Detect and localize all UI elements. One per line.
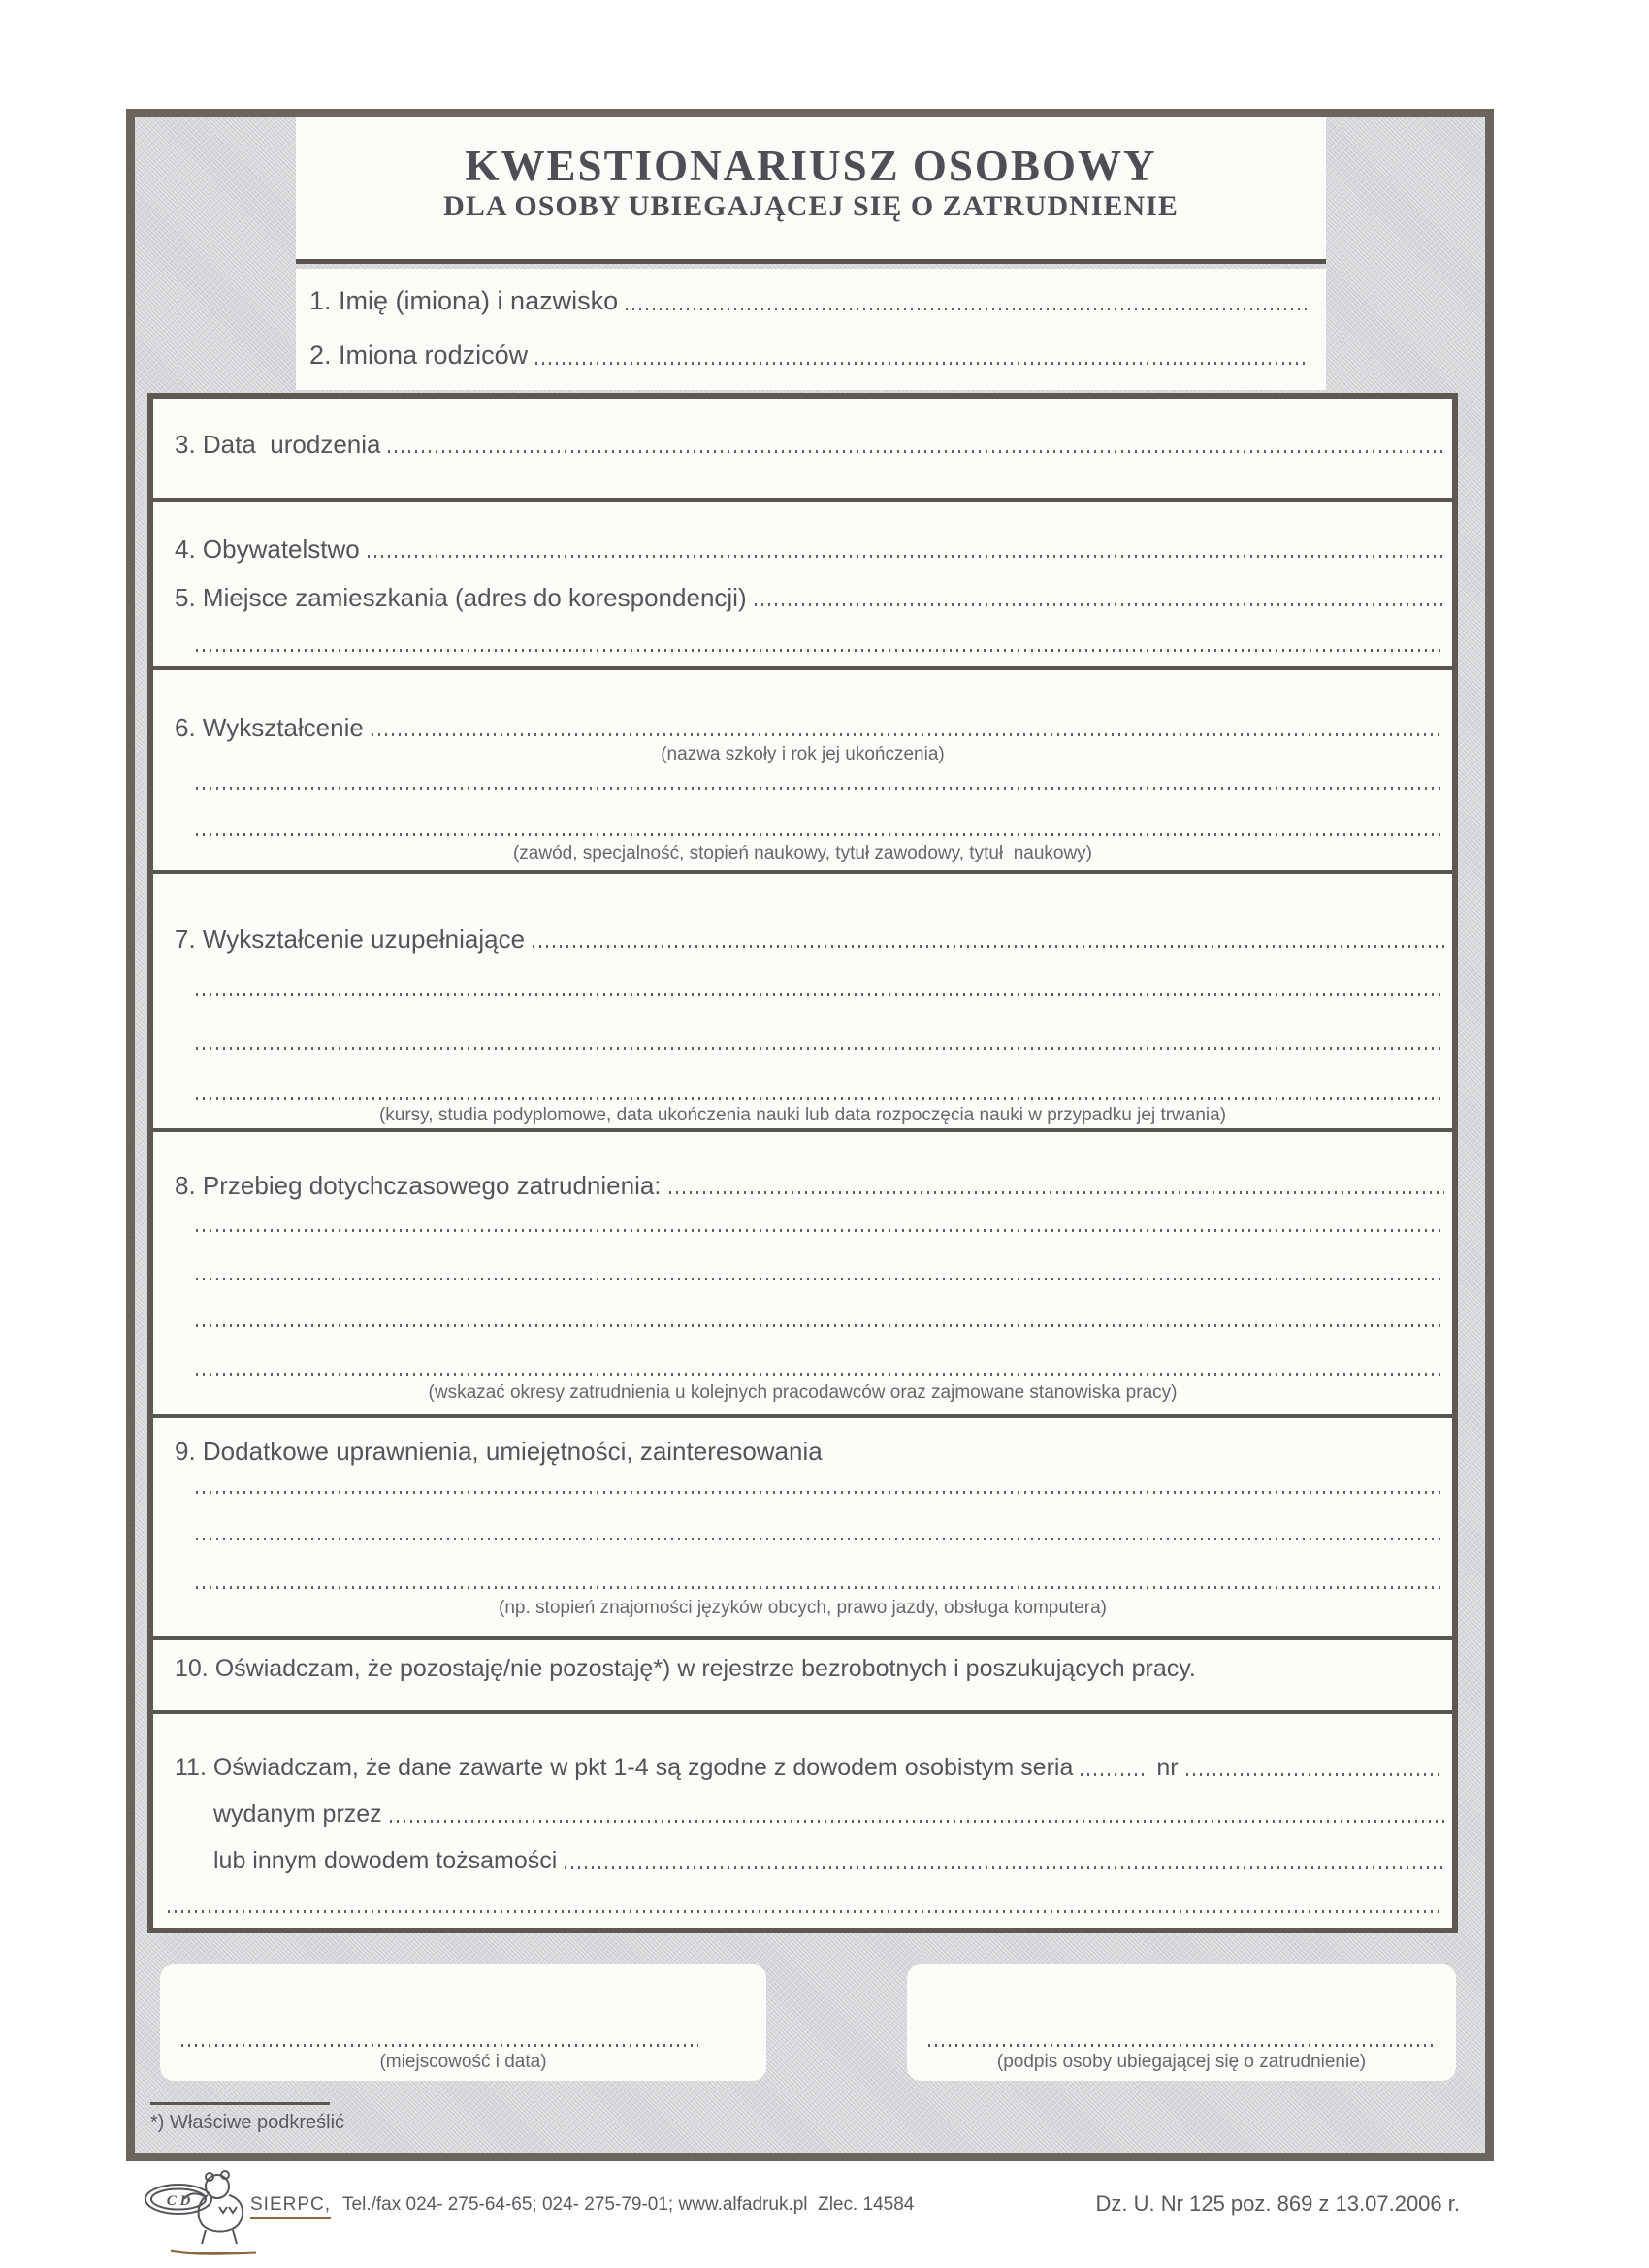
name-fields-box [296,269,1326,390]
section-divider [153,1128,1452,1132]
field-9-row [175,1437,1444,1466]
field-1-entry-line [626,308,1307,310]
field-11-statement: 11. Oświadczam, że dane zawarte w pkt 1-4 są zgodne z dowodem osobistym seria [175,1754,1074,1781]
field-6-entry-line-2 [196,787,1444,790]
field-8-entry-line [669,1191,1444,1194]
field-2-row [309,340,1307,371]
legal-reference: Dz. U. Nr 125 poz. 869 z 13.07.2006 r. [1095,2191,1460,2216]
section-divider [153,870,1452,874]
field-4-entry-line [368,555,1444,558]
place-date-box [160,1964,766,2081]
field-5-entry-line [755,603,1444,606]
field-6-entry-line [372,733,1444,736]
field-2-label: 2. Imiona rodziców [309,340,529,370]
field-9-entry-line-2 [196,1538,1444,1540]
field-11-issued-entry-line [390,1820,1444,1823]
field-6-caption-school: (nazwa szkoły i rok jej ukończenia) [661,744,945,764]
field-11-nr-entry-line [1186,1773,1444,1776]
section-divider [153,1636,1452,1640]
field-8-entry-line-5 [196,1373,1444,1376]
field-7-entry-line-3 [196,1047,1444,1050]
publisher-imprint [250,2194,914,2219]
field-8-entry-line-2 [196,1229,1444,1232]
main-fields-box [147,393,1458,1933]
field-11-nr-label: nr [1156,1754,1179,1781]
field-11-other-id-row [213,1846,1444,1875]
form-title: KWESTIONARIUSZ OSOBOWY [465,142,1157,190]
field-11-seria-entry-line [1081,1773,1148,1776]
publisher-contact: Tel./fax 024- 275-64-65; 024- 275-79-01; www.alfadruk.pl Zlec. 14584 [342,2194,915,2215]
field-11-entry-line-4 [168,1910,1444,1913]
field-3-entry-line [388,450,1444,453]
field-10-row [175,1654,1444,1683]
printer-logo [142,2168,258,2260]
field-7-caption: (kursy, studia podyplomowe, data ukończenia nauki lub data rozpoczęcia nauki w przypadku jej trwania) [378,1105,1227,1125]
field-9-caption: (np. stopień znajomości języków obcych, prawo jazdy, obsługa komputera) [499,1598,1107,1618]
field-3-label: 3. Data urodzenia [175,430,381,459]
form-header-box [296,117,1326,264]
field-4-label: 4. Obywatelstwo [175,535,360,564]
publisher-name: SIERPC, [250,2194,331,2219]
field-6-label: 6. Wykształcenie [175,713,364,742]
field-11-other-id-label: lub innym dowodem tożsamości [213,1847,558,1874]
field-7-entry-line [533,945,1444,948]
section-divider [153,1710,1452,1714]
field-9-entry-line [196,1491,1444,1494]
field-6-entry-line-3 [196,833,1444,836]
field-7-entry-line-4 [196,1097,1444,1100]
field-9-entry-line-3 [196,1586,1444,1589]
field-5-entry-line-2 [196,649,1444,652]
field-7-row [175,924,1444,954]
section-divider [153,666,1452,670]
field-8-label: 8. Przebieg dotychczasowego zatrudnienia: [175,1171,662,1200]
footnote-text: *) Właściwe podkreślić [150,2112,345,2133]
field-6-caption-degree: (zawód, specjalność, stopień naukowy, tytuł zawodowy, tytuł naukowy) [512,843,1093,863]
field-1-row [309,286,1307,316]
field-1-label: 1. Imię (imiona) i nazwisko [309,286,619,315]
signature-box [907,1964,1456,2081]
field-6-row [175,713,1444,742]
signature-caption: (podpis osoby ubiegającej się o zatrudnienie) [996,2052,1367,2072]
field-8-entry-line-3 [196,1278,1444,1280]
field-7-label: 7. Wykształcenie uzupełniające [175,924,526,954]
field-8-entry-line-4 [196,1324,1444,1327]
logo-letters: C D [166,2193,191,2209]
field-7-entry-line-2 [196,993,1444,996]
field-11-row [175,1753,1444,1782]
section-divider [153,1414,1452,1418]
section-divider [153,498,1452,502]
field-11-issued-label: wydanym przez [213,1800,382,1828]
field-8-caption: (wskazać okresy zatrudnienia u kolejnych pracodawców oraz zajmowane stanowiska pracy) [428,1382,1178,1403]
field-9-label: 9. Dodatkowe uprawnienia, umiejętności, zainteresowania [175,1437,823,1466]
field-10-statement: 10. Oświadczam, że pozostaję/nie pozostaję*) w rejestrze bezrobotnych i poszukujących pracy. [175,1655,1196,1682]
field-11-other-id-entry-line [565,1866,1444,1869]
field-3-row [175,430,1444,459]
field-5-row [175,583,1444,612]
place-date-caption: (miejscowość i data) [379,2052,547,2072]
form-sheet-frame [126,109,1494,2161]
footnote-divider [150,2102,330,2105]
signature-entry-line [928,2044,1435,2047]
field-8-row [175,1171,1444,1200]
field-4-row [175,535,1444,564]
place-date-entry-line [181,2044,698,2047]
field-11-issued-row [213,1799,1444,1829]
field-5-label: 5. Miejsce zamieszkania (adres do korespondencji) [175,583,747,612]
field-2-entry-line [535,362,1307,365]
form-subtitle: DLA OSOBY UBIEGAJĄCEJ SIĘ O ZATRUDNIENIE [443,190,1179,222]
